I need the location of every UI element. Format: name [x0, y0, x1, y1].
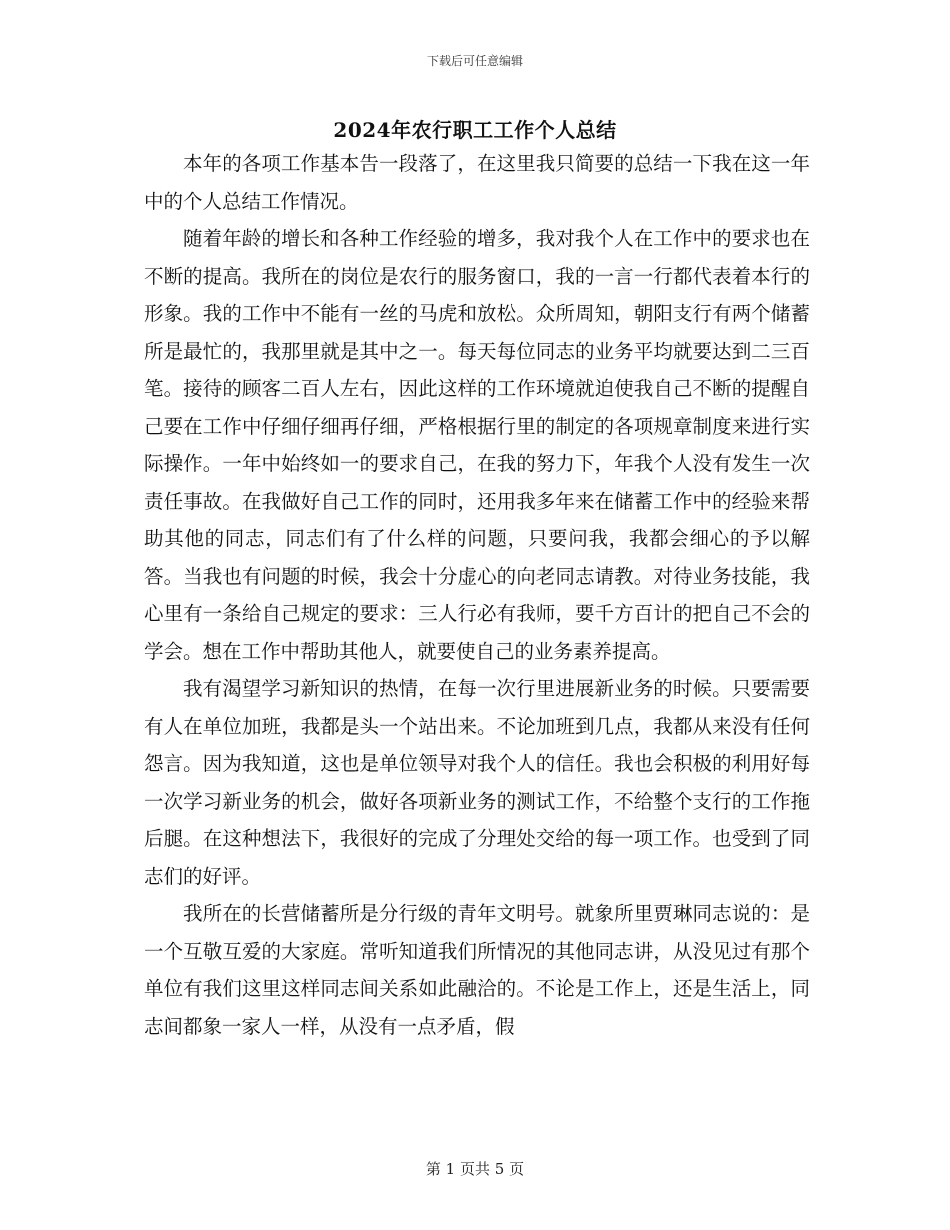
- document-title: 2024年农行职工工作个人总结: [333, 118, 617, 142]
- paragraph-4: 我所在的长营储蓄所是分行级的青年文明号。就象所里贾琳同志说的：是一个互敬互爱的大家庭。常听知道我们所情况的其他同志讲，从没见过有那个单位有我们这里这样同志间关系如此融洽的。不论是工作上，还是生活上，同志间都象一家人一样，从没有一点矛盾，假: [144, 902, 810, 1038]
- header-note: 下载后可任意编辑: [426, 54, 523, 68]
- document-body: [144, 145, 810, 1045]
- page-number-footer: 第 1 页共 5 页: [425, 1160, 525, 1178]
- paragraph-1: 本年的各项工作基本告一段落了，在这里我只简要的总结一下我在这一年中的个人总结工作情况。: [144, 152, 810, 213]
- paragraph-3: 我有渴望学习新知识的热情，在每一次行里进展新业务的时候。只要需要有人在单位加班，我都是头一个站出来。不论加班到几点，我都从来没有任何怨言。因为我知道，这也是单位领导对我个人的信任。我也会积极的利用好每一次学习新业务的机会，做好各项新业务的测试工作，不给整个支行的工作拖后腿。在这种想法下，我很好的完成了分理处交给的每一项工作。也受到了同志们的好评。: [144, 677, 810, 888]
- paragraph-2: 随着年龄的增长和各种工作经验的增多，我对我个人在工作中的要求也在不断的提高。我所在的岗位是农行的服务窗口，我的一言一行都代表着本行的形象。我的工作中不能有一丝的马虎和放松。众所周知，朝阳支行有两个储蓄所是最忙的，我那里就是其中之一。每天每位同志的业务平均就要达到二三百笔。接待的顾客二百人左右，因此这样的工作环境就迫使我自己不断的提醒自己要在工作中仔细仔细再仔细，严格根据行里的制定的各项规章制度来进行实际操作。一年中始终如一的要求自己，在我的努力下，年我个人没有发生一次责任事故。在我做好自己工作的同时，还用我多年来在储蓄工作中的经验来帮助其他的同志，同志们有了什么样的问题，只要问我，我都会细心的予以解答。当我也有问题的时候，我会十分虚心的向老同志请教。对待业务技能，我心里有一条给自己规定的要求：三人行必有我师，要千方百计的把自己不会的学会。想在工作中帮助其他人，就要使自己的业务素养提高。: [144, 227, 810, 663]
